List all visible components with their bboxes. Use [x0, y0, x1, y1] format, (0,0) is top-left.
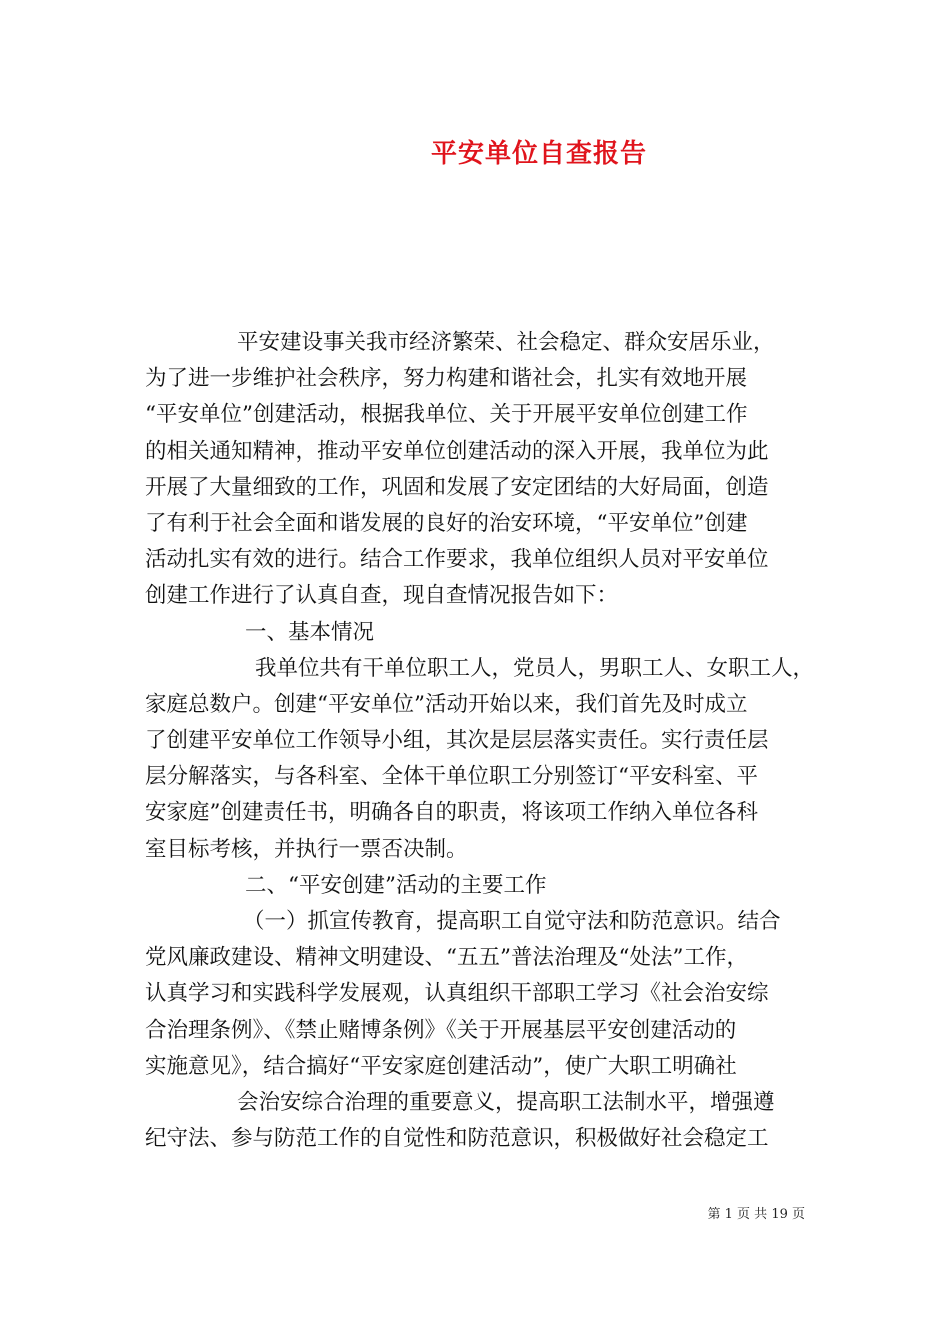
- body-line: 纪守法、参与防范工作的自觉性和防范意识，积极做好社会稳定工: [145, 1126, 769, 1152]
- body-line: 了创建平安单位工作领导小组，其次是层层落实责任。实行责任层: [145, 728, 769, 754]
- subsection-heading: （一）抓宣传教育，提高职工自觉守法和防范意识。结合: [243, 909, 781, 934]
- body-line: 开展了大量细致的工作，巩固和发展了安定团结的大好局面，创造: [145, 474, 769, 500]
- body-line: 会治安综合治理的重要意义，提高职工法制水平，增强遵: [237, 1089, 775, 1115]
- body-line: 的相关通知精神，推动平安单位创建活动的深入开展，我单位为此: [145, 438, 769, 464]
- document-title: 平安单位自查报告: [430, 139, 647, 169]
- body-line: 我单位共有干单位职工人，党员人，男职工人、女职工人，: [255, 655, 815, 681]
- body-line: 家庭总数户。创建“平安单位”活动开始以来，我们首先及时成立: [145, 691, 748, 717]
- body-line: 为了进一步维护社会秩序，努力构建和谐社会，扎实有效地开展: [145, 366, 748, 392]
- body-line: 安家庭”创建责任书，明确各自的职责，将该项工作纳入单位各科: [145, 800, 758, 826]
- section-heading: 二、“平安创建”活动的主要工作: [245, 872, 547, 898]
- section-heading: 一、基本情况: [245, 619, 375, 645]
- document-body: [145, 325, 813, 1157]
- body-line: 党风廉政建设、精神文明建设、“五五”普法治理及“处法”工作，: [145, 945, 748, 971]
- body-line: 平安建设事关我市经济繁荣、社会稳定、群众安居乐业，: [237, 330, 775, 355]
- body-line: 室目标考核，并执行一票否决制。: [145, 836, 468, 862]
- body-line: 实施意见》，结合搞好“平安家庭创建活动”，使广大职工明确社: [145, 1053, 737, 1079]
- body-line: “平安单位”创建活动，根据我单位、关于开展平安单位创建工作: [145, 402, 748, 428]
- page-number: 第 1 页 共 19 页: [707, 1207, 805, 1222]
- body-line: 合治理条例》、《禁止赌博条例》《关于开展基层平安创建活动的: [145, 1017, 737, 1043]
- body-line: 认真学习和实践科学发展观，认真组织干部职工学习《社会治安综: [145, 981, 769, 1007]
- body-line: 活动扎实有效的进行。结合工作要求，我单位组织人员对平安单位: [145, 547, 769, 573]
- body-line: 层分解落实，与各科室、全体干单位职工分别签订“平安科室、平: [145, 764, 758, 790]
- body-line: 了有利于社会全面和谐发展的良好的治安环境，“平安单位”创建: [145, 510, 748, 536]
- body-line: 创建工作进行了认真自查，现自查情况报告如下：: [145, 583, 619, 609]
